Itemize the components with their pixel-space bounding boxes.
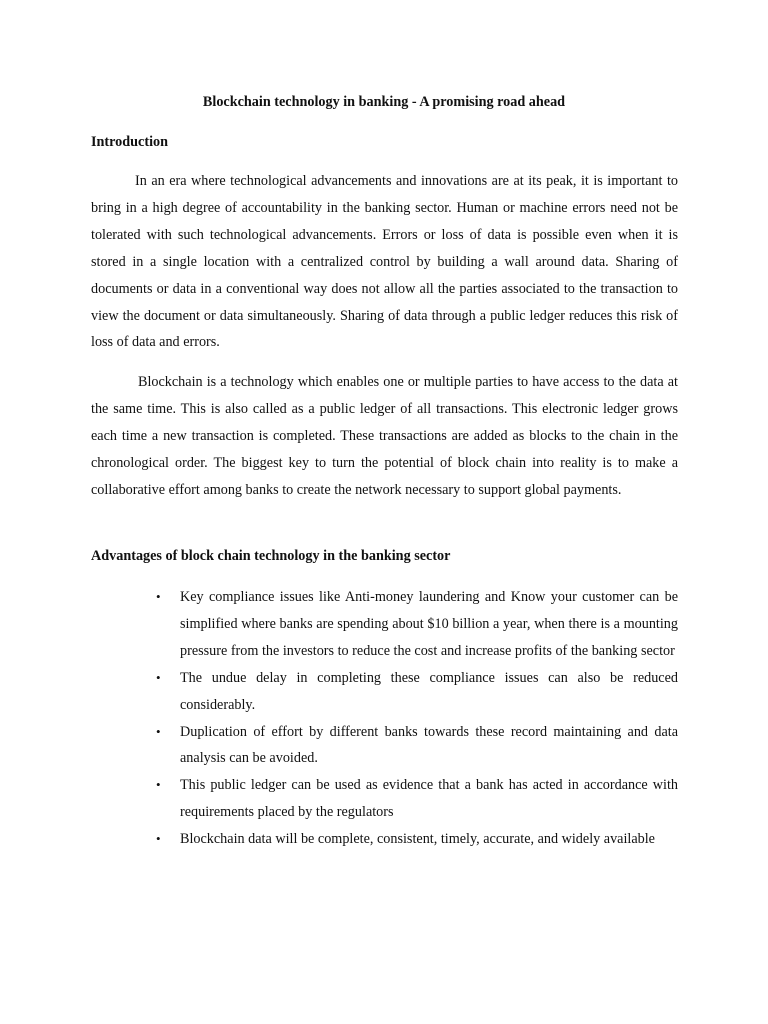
- list-item: [91, 665, 678, 719]
- list-item-text: Duplication of effort by different banks towards these record maintaining and data analysis can be avoided.: [180, 723, 678, 767]
- advantages-list: [91, 584, 678, 853]
- bullet-icon: •: [156, 831, 161, 847]
- list-item: [91, 772, 678, 826]
- list-item: [91, 826, 678, 853]
- bullet-icon: •: [156, 589, 161, 604]
- bullet-icon: •: [156, 669, 161, 685]
- bullet-icon: •: [156, 723, 161, 739]
- list-item-text: Key compliance issues like Anti-money laundering and Know your customer can be simplified where banks are spending about $10 billion a year, when there is a mounting pressure from the investors to reduce the cost and increase profits of the banking sector: [180, 589, 678, 659]
- advantages-heading: Advantages of block chain technology in the banking sector: [91, 548, 451, 564]
- list-item: [91, 719, 678, 773]
- introduction-heading: Introduction: [91, 134, 168, 150]
- intro-paragraph-2: Blockchain is a technology which enables one or multiple parties to have access to the data at the same time. This is also called as a public ledger of all transactions. This electronic ledger grows each time a new transaction is completed. These transactions are added as blocks to the chain in the chronological order. The biggest key to turn the potential of block chain into reality is to make a collaborative effort among banks to create the network necessary to support global payments.: [91, 374, 678, 498]
- bullet-icon: •: [156, 777, 161, 793]
- document-title: Blockchain technology in banking - A promising road ahead: [202, 94, 566, 110]
- list-item: [91, 584, 678, 665]
- intro-paragraph-1: In an era where technological advancements and innovations are at its peak, it is important to bring in a high degree of accountability in the banking sector. Human or machine errors need not be tolerated with such technological advancements. Errors or loss of data is possible even when it is stored in a single location with a centralized control by building a wall around data. Sharing of documents or data in a conventional way does not allow all the parties associated to the transaction to view the document or data simultaneously. Sharing of data through a public ledger reduces this risk of loss of data and errors.: [91, 173, 678, 351]
- list-item-text: The undue delay in completing these compliance issues can also be reduced considerably.: [180, 669, 678, 713]
- list-item-text: Blockchain data will be complete, consistent, timely, accurate, and widely available: [180, 831, 655, 848]
- list-item-text: This public ledger can be used as evidence that a bank has acted in accordance with requirements placed by the regulators: [180, 777, 678, 821]
